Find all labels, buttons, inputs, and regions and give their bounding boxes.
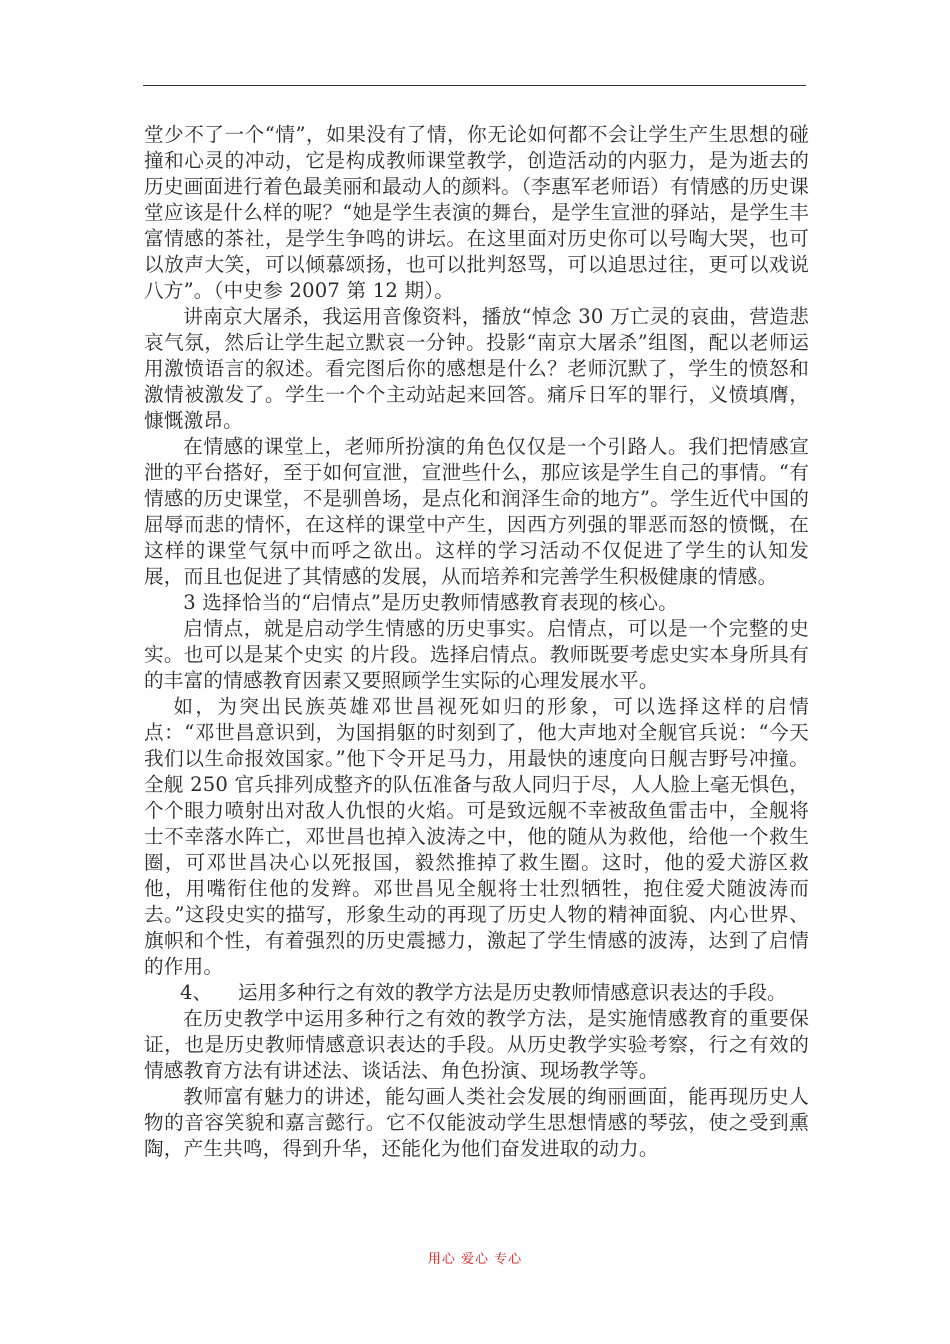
paragraph: 启情点，就是启动学生情感的历史事实。启情点，可以是一个完整的史实。也可以是某个史实 的片段。选择启情点。教师既要考虑史实本身所具有的丰富的情感教育因素又要照顾学生实际的心理发展水平。	[144, 617, 809, 692]
heading-text: 运用多种行之有效的教学方法是历史教师情感意识表达的手段。	[238, 981, 787, 1004]
section-heading: 3 选择恰当的“启情点”是历史教师情感教育表现的核心。	[183, 591, 678, 614]
page-footer: 用心 爱心 专心	[427, 1252, 523, 1267]
document-body	[144, 122, 809, 1162]
paragraph: 在历史教学中运用多种行之有效的教学方法，是实施情感教育的重要保证，也是历史教师情感意识表达的手段。从历史教学实验考察，行之有效的情感教育方法有讲述法、谈话法、角色扮演、现场教学等。	[144, 1007, 809, 1082]
numbered-heading	[144, 980, 809, 1006]
paragraph: 如，为突出民族英雄邓世昌视死如归的形象，可以选择这样的启情点：“邓世昌意识到，为国捐躯的时刻到了，他大声地对全舰官兵说：“今天我们以生命报效国家。”他下令开足马力，用最快的速度向日舰吉野号冲撞。全舰 250 官兵排列成整齐的队伍准备与敌人同归于尽，人人脸上毫无惧色，个个眼力喷射出对敌人仇恨的火焰。可是致远舰不幸被敌鱼雷击中，全舰将士不幸落水阵亡，邓世昌也掉入波涛之中，他的随从为救他，给他一个救生圈，可邓世昌决心以死报国，毅然推掉了救生圈。这时，他的爱犬游区救他，用嘴衔住他的发辫。邓世昌见全舰将士壮烈牺牲，抱住爱犬随波涛而去。”这段史实的描写，形象生动的再现了历史人物的精神面貌、内心世界、旗帜和个性，有着强烈的历史震撼力，激起了学生情感的波涛，达到了启情的作用。	[144, 695, 809, 978]
header-rule	[143, 85, 806, 86]
paragraph: 在情感的课堂上，老师所扮演的角色仅仅是一个引路人。我们把情感宣泄的平台搭好，至于如何宣泄，宣泄些什么，那应该是学生自己的事情。“有情感的历史课堂，不是驯兽场，是点化和润泽生命的地方”。学生近代中国的屈辱而悲的情怀，在这样的课堂中产生，因西方列强的罪恶而怒的愤慨，在这样的课堂气氛中而呼之欲出。这样的学习活动不仅促进了学生的认知发展，而且也促进了其情感的发展，从而培养和完善学生积极健康的情感。	[144, 435, 809, 588]
paragraph: 教师富有魅力的讲述，能勾画人类社会发展的绚丽画面，能再现历史人物的音容笑貌和嘉言懿行。它不仅能波动学生思想情感的琴弦，使之受到熏陶，产生共鸣，得到升华，还能化为他们奋发进取的动力。	[144, 1085, 809, 1160]
heading-number: 4、	[180, 981, 213, 1004]
paragraph: 堂少不了一个“情”，如果没有了情，你无论如何都不会让学生产生思想的碰撞和心灵的冲动，它是构成教师课堂教学，创造活动的内驱力，是为逝去的历史画面进行着色最美丽和最动人的颜料。（李惠军老师语）有情感的历史课堂应该是什么样的呢？“她是学生表演的舞台，是学生宣泄的驿站，是学生丰富情感的茶社，是学生争鸣的讲坛。在这里面对历史你可以号啕大哭，也可以放声大笑，可以倾慕颂扬，也可以批判怒骂，可以追思过往，更可以戏说八方”。（中史参 2007 第 12 期）。	[144, 123, 809, 302]
paragraph: 讲南京大屠杀，我运用音像资料，播放“悼念 30 万亡灵的哀曲，营造悲哀气氛，然后让学生起立默哀一分钟。投影“南京大屠杀”组图，配以老师运用激愤语言的叙述。看完图后你的感想是什么？老师沉默了，学生的愤怒和激情被激发了。学生一个个主动站起来回答。痛斥日军的罪行，义愤填膺，慷慨激昂。	[144, 305, 809, 432]
